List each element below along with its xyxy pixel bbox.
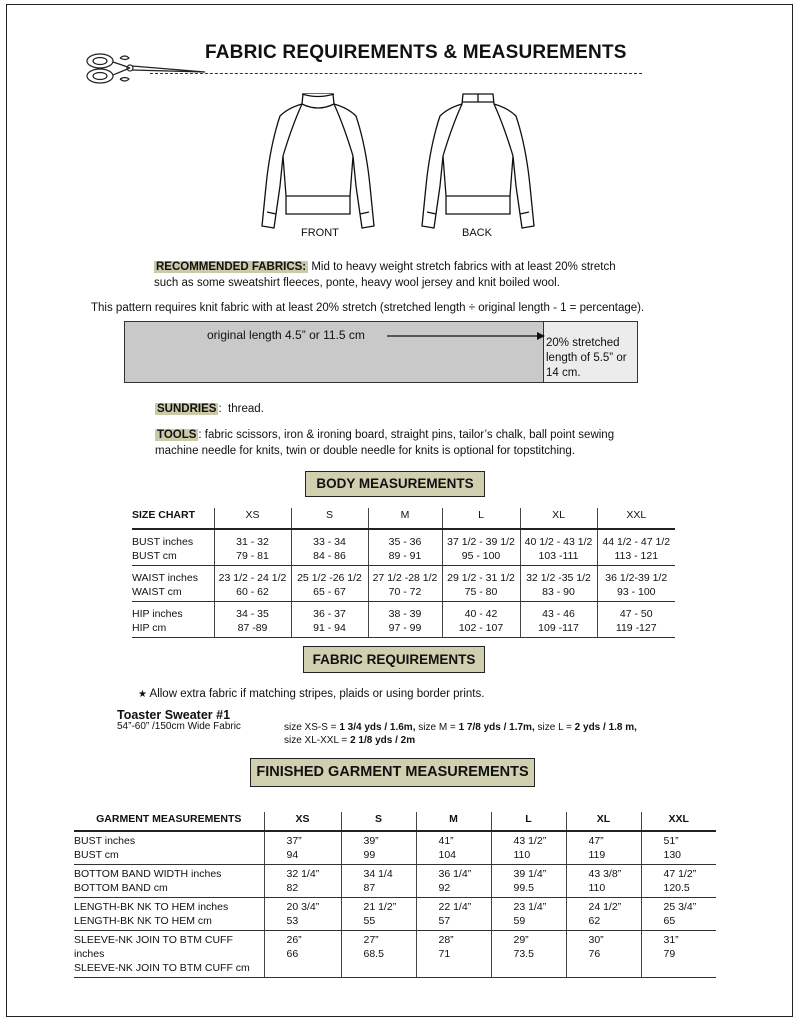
stretch-note: This pattern requires knit fabric with at least 20% stretch (stretched length ÷ original length - 1 = percentage). <box>91 302 645 314</box>
value-line: 57 <box>438 915 451 927</box>
sundries-text: thread. <box>228 403 264 415</box>
recommended-text-2: such as some sweatshirt fleeces, ponte, heavy wool jersey and knit boiled wool. <box>154 277 560 289</box>
value-cell <box>416 898 491 931</box>
value-cell <box>341 865 416 898</box>
value-line: 95 - 100 <box>461 550 501 562</box>
value-cell <box>597 602 675 638</box>
value-line: 44 1/2 - 47 1/2 <box>602 536 671 548</box>
body-table-header <box>132 508 675 529</box>
value-line: 99.5 <box>513 882 534 894</box>
sweater-back-illustration <box>418 86 538 236</box>
value-cell <box>520 529 597 566</box>
value-line: 30” <box>588 934 604 946</box>
body-measurements-heading <box>305 471 485 497</box>
header-cell: M <box>368 508 442 529</box>
value-line: 62 <box>588 915 601 927</box>
scissors-icon <box>80 50 220 86</box>
header-cell: GARMENT MEASUREMENTS <box>74 812 264 831</box>
fabric-note <box>138 686 484 703</box>
table-row <box>132 529 675 566</box>
value-line: 41” <box>438 835 454 847</box>
header-cell: S <box>291 508 368 529</box>
value-line: 94 <box>286 849 299 861</box>
value-cell <box>341 898 416 931</box>
back-caption: BACK <box>462 227 492 239</box>
value-line: 84 - 86 <box>313 550 346 562</box>
value-line: 39” <box>363 835 379 847</box>
sundries: SUNDRIES : thread. <box>157 403 264 415</box>
value-line: 59 <box>513 915 526 927</box>
value-line: 47” <box>588 835 604 847</box>
header-cell: M <box>416 812 491 831</box>
value-cell <box>368 529 442 566</box>
header-cell: XS <box>264 812 341 831</box>
value-line: 110 <box>588 882 606 894</box>
value-line: 47 1/2” <box>663 868 697 880</box>
page-title: FABRIC REQUIREMENTS & MEASUREMENTS <box>205 42 627 63</box>
yardage-text: size L = <box>534 722 575 733</box>
value-cell <box>368 602 442 638</box>
recommended-label: RECOMMENDED FABRICS: <box>156 261 307 273</box>
value-cell <box>416 931 491 978</box>
value-cell <box>641 865 716 898</box>
front-caption: FRONT <box>301 227 339 239</box>
row-label <box>132 529 214 566</box>
value-line: 102 - 107 <box>458 622 504 634</box>
row-label-line: BUST cm <box>132 550 177 562</box>
tools-text-1: fabric scissors, iron & ironing board, straight pins, tailor’s chalk, ball point sewing <box>204 429 615 441</box>
value-line: 33 - 34 <box>313 536 346 548</box>
value-line: 27 1/2 -28 1/2 <box>372 572 438 584</box>
row-label-line: HIP cm <box>132 622 167 634</box>
value-cell <box>566 831 641 865</box>
value-line: 20 3/4” <box>286 901 320 913</box>
value-line: 40 1/2 - 43 1/2 <box>524 536 593 548</box>
row-label <box>132 566 214 602</box>
value-cell <box>416 831 491 865</box>
value-line: 68.5 <box>363 948 384 960</box>
header-cell: XXL <box>641 812 716 831</box>
row-label-line: BOTTOM BAND WIDTH inches <box>74 868 222 880</box>
value-line: 47 - 50 <box>619 608 653 620</box>
table-row <box>74 831 716 865</box>
table-row <box>74 898 716 931</box>
value-line: 130 <box>663 849 682 861</box>
body-measurements-table <box>132 508 675 638</box>
header-cell: S <box>341 812 416 831</box>
value-line: 37” <box>286 835 302 847</box>
row-label-line: BOTTOM BAND cm <box>74 882 168 894</box>
value-line: 36 - 37 <box>313 608 346 620</box>
value-line: 79 <box>663 948 676 960</box>
table-row <box>132 602 675 638</box>
row-label-line: SLEEVE-NK JOIN TO BTM CUFF inches <box>74 934 233 960</box>
stretched-line-3: 14 cm. <box>546 367 581 379</box>
tools: TOOLS : fabric scissors, iron & ironing board, straight pins, tailor’s chalk, ball point sewing machine needle for knits, twin or double needle for knits is optional for topstitching. <box>155 427 675 459</box>
value-line: 83 - 90 <box>542 586 575 598</box>
table-row <box>74 865 716 898</box>
garment-measurements-table <box>74 812 716 978</box>
row-label-line: HIP inches <box>132 608 183 620</box>
value-line: 120.5 <box>663 882 690 894</box>
yardage-value: 2 yds / 1.8 m, <box>574 722 637 733</box>
value-line: 82 <box>286 882 299 894</box>
value-line: 65 <box>663 915 676 927</box>
row-label-line: WAIST cm <box>132 586 182 598</box>
value-line: 23 1/2 - 24 1/2 <box>218 572 287 584</box>
value-cell <box>214 566 291 602</box>
value-cell <box>597 566 675 602</box>
value-cell <box>341 931 416 978</box>
row-label-line: BUST inches <box>132 536 194 548</box>
value-cell <box>214 529 291 566</box>
fabric-requirements-heading-text: FABRIC REQUIREMENTS <box>312 652 476 667</box>
value-line: 21 1/2” <box>363 901 397 913</box>
value-line: 89 - 91 <box>388 550 422 562</box>
row-label-line: SLEEVE-NK JOIN TO BTM CUFF cm <box>74 962 250 974</box>
yardage <box>284 721 637 747</box>
value-cell <box>491 865 566 898</box>
stretch-diagram <box>124 321 638 383</box>
original-length-label: original length 4.5” or 11.5 cm <box>207 328 365 342</box>
value-line: 60 - 62 <box>236 586 269 598</box>
value-line: 55 <box>363 915 376 927</box>
value-line: 53 <box>286 915 299 927</box>
value-line: 36 1/2-39 1/2 <box>605 572 668 584</box>
value-line: 113 - 121 <box>614 550 659 562</box>
value-cell <box>491 898 566 931</box>
header-cell: L <box>491 812 566 831</box>
yardage-value: 1 3/4 yds / 1.6m, <box>339 722 416 733</box>
stretched-line-2: length of 5.5” or <box>546 352 627 364</box>
recommended-fabrics <box>154 259 654 291</box>
table-row <box>132 566 675 602</box>
value-cell <box>264 931 341 978</box>
value-line: 66 <box>286 948 299 960</box>
value-cell <box>291 529 368 566</box>
value-line: 87 <box>363 882 376 894</box>
value-line: 31” <box>663 934 679 946</box>
value-cell <box>520 566 597 602</box>
value-line: 32 1/4” <box>286 868 320 880</box>
value-line: 51” <box>663 835 679 847</box>
value-line: 39 1/4” <box>513 868 547 880</box>
value-cell <box>641 898 716 931</box>
value-line: 119 -127 <box>615 622 657 634</box>
value-line: 36 1/4” <box>438 868 472 880</box>
value-line: 28” <box>438 934 454 946</box>
tools-text-2: machine needle for knits, twin or double needle for knits is optional for topstitching. <box>155 445 575 457</box>
value-line: 99 <box>363 849 376 861</box>
value-line: 37 1/2 - 39 1/2 <box>447 536 515 548</box>
value-line: 75 - 80 <box>464 586 498 598</box>
value-line: 109 -117 <box>538 622 579 634</box>
fabric-width: 54”-60” /150cm Wide Fabric <box>117 721 241 732</box>
value-cell <box>264 865 341 898</box>
value-cell <box>566 865 641 898</box>
yardage-value: 1 7/8 yds / 1.7m, <box>458 722 535 733</box>
value-line: 26” <box>286 934 302 946</box>
row-label-line: BUST cm <box>74 849 119 861</box>
value-line: 110 <box>513 849 531 861</box>
value-line: 38 - 39 <box>388 608 422 620</box>
value-cell <box>291 602 368 638</box>
value-line: 71 <box>438 948 451 960</box>
finished-garment-heading-text: FINISHED GARMENT MEASUREMENTS <box>256 764 529 780</box>
header-cell: XL <box>566 812 641 831</box>
header-cell: SIZE CHART <box>132 508 214 529</box>
yardage-text: size XL-XXL = <box>284 735 351 746</box>
value-cell <box>214 602 291 638</box>
value-line: 73.5 <box>513 948 534 960</box>
value-cell <box>416 865 491 898</box>
value-line: 43 3/8” <box>588 868 622 880</box>
value-line: 34 - 35 <box>236 608 269 620</box>
stretched-line-1: 20% stretched <box>546 337 620 349</box>
value-line: 34 1/4 <box>363 868 393 880</box>
body-measurements-heading-text: BODY MEASUREMENTS <box>316 476 474 491</box>
value-line: 35 - 36 <box>388 536 422 548</box>
star-icon: ★ <box>138 689 147 700</box>
value-line: 43 1/2” <box>513 835 547 847</box>
finished-garment-heading <box>250 758 535 787</box>
value-line: 31 - 32 <box>236 536 269 548</box>
row-label <box>74 865 264 898</box>
value-line: 22 1/4” <box>438 901 472 913</box>
stretch-arrow-icon <box>387 331 547 341</box>
row-label-line: LENGTH-BK NK TO HEM inches <box>74 901 229 913</box>
recommended-text-1: Mid to heavy weight stretch fabrics with at least 20% stretch <box>311 261 616 273</box>
value-cell <box>291 566 368 602</box>
value-line: 93 - 100 <box>616 586 656 598</box>
header-cell: XS <box>214 508 291 529</box>
value-line: 97 - 99 <box>388 622 422 634</box>
header-cell: XXL <box>597 508 675 529</box>
yardage-text: size XS-S = <box>284 722 340 733</box>
value-cell <box>641 931 716 978</box>
row-label-line: WAIST inches <box>132 572 198 584</box>
row-label <box>74 898 264 931</box>
row-label <box>74 931 264 978</box>
value-cell <box>641 831 716 865</box>
value-cell <box>520 602 597 638</box>
header-cell: XL <box>520 508 597 529</box>
row-label <box>132 602 214 638</box>
value-cell <box>566 931 641 978</box>
value-line: 40 - 42 <box>464 608 498 620</box>
value-line: 29” <box>513 934 529 946</box>
value-cell <box>442 602 520 638</box>
value-cell <box>491 831 566 865</box>
value-line: 25 1/2 -26 1/2 <box>297 572 362 584</box>
value-line: 24 1/2” <box>588 901 622 913</box>
value-cell <box>368 566 442 602</box>
garment-table-header <box>74 812 716 831</box>
fabric-requirements-heading <box>303 646 485 673</box>
value-cell <box>341 831 416 865</box>
value-cell <box>442 529 520 566</box>
value-line: 70 - 72 <box>388 586 422 598</box>
pattern-name: Toaster Sweater #1 <box>117 708 231 722</box>
value-cell <box>491 931 566 978</box>
value-line: 43 - 46 <box>542 608 575 620</box>
value-line: 23 1/4” <box>513 901 547 913</box>
sundries-label: SUNDRIES <box>157 403 217 415</box>
value-cell <box>442 566 520 602</box>
value-line: 119 <box>588 849 606 861</box>
value-cell <box>566 898 641 931</box>
value-line: 92 <box>438 882 451 894</box>
value-line: 104 <box>438 849 457 861</box>
table-row <box>74 931 716 978</box>
row-label-line: BUST inches <box>74 835 136 847</box>
value-line: 29 1/2 - 31 1/2 <box>447 572 515 584</box>
row-label-line: LENGTH-BK NK TO HEM cm <box>74 915 212 927</box>
value-line: 76 <box>588 948 601 960</box>
value-line: 79 - 81 <box>236 550 269 562</box>
yardage-value: 2 1/8 yds / 2m <box>350 735 416 746</box>
row-label <box>74 831 264 865</box>
value-line: 25 3/4” <box>663 901 697 913</box>
value-line: 65 - 67 <box>313 586 346 598</box>
value-line: 103 -111 <box>538 550 579 562</box>
yardage-text: size M = <box>415 722 459 733</box>
value-line: 91 - 94 <box>313 622 346 634</box>
title-divider <box>150 73 642 74</box>
value-line: 27” <box>363 934 379 946</box>
stretched-length-label <box>546 336 627 381</box>
value-line: 87 -89 <box>237 622 268 634</box>
header-cell: L <box>442 508 520 529</box>
value-cell <box>597 529 675 566</box>
value-cell <box>264 898 341 931</box>
value-line: 32 1/2 -35 1/2 <box>526 572 591 584</box>
tools-label: TOOLS <box>157 429 197 441</box>
fabric-note-text: Allow extra fabric if matching stripes, plaids or using border prints. <box>149 688 485 700</box>
value-cell <box>264 831 341 865</box>
sweater-front-illustration <box>258 86 378 236</box>
